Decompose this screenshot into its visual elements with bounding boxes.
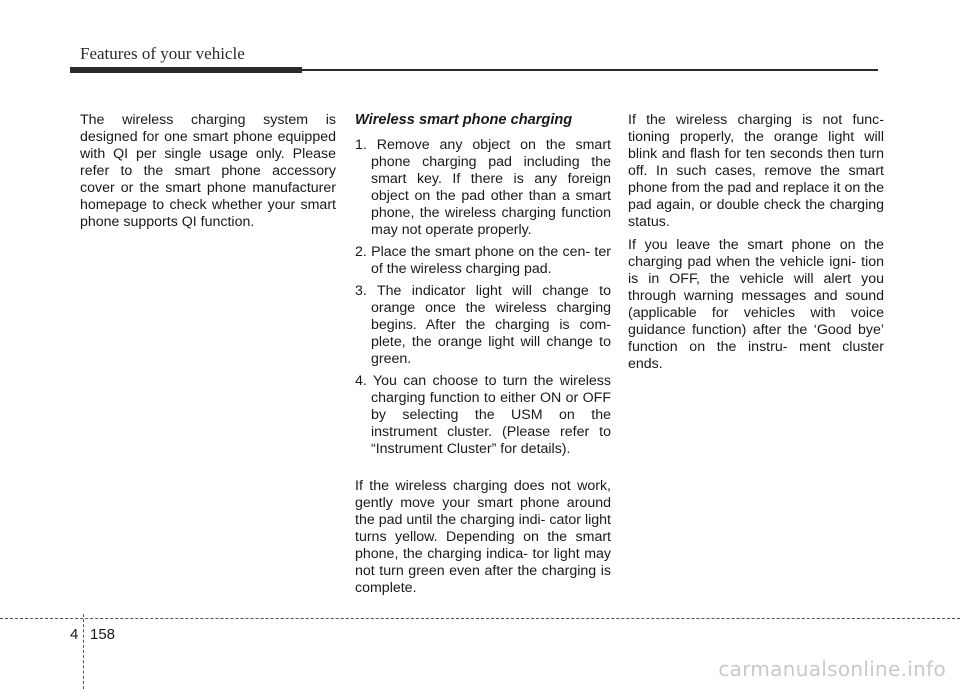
intro-paragraph: The wireless charging system is designed for one smart phone equipped with QI per single usage only. Please refer to the smart phone accessory cover or the smart phone manufacturer homepage to check whether your smart phone supports QI function. <box>80 112 336 230</box>
column-2 <box>355 112 611 603</box>
header-rule-thick <box>70 67 302 73</box>
alert-paragraph: If you leave the smart phone on the charging pad when the vehicle igni- tion is in OFF, the vehicle will alert you through warning messages and sound (applicable for vehicles with voice guidance function) after the ‘Good bye’ function on the instru- ment cluster ends. <box>628 237 884 372</box>
footer-rule <box>0 618 960 619</box>
column-1 <box>80 112 336 237</box>
header-rule-thin <box>302 69 878 71</box>
page-number: 158 <box>90 626 116 643</box>
watermark: carmanualsonline.info <box>718 657 946 681</box>
footer-divider <box>83 614 84 689</box>
section-subheading: Wireless smart phone charging <box>355 112 573 128</box>
list-item: 3. The indicator light will change to orange once the wireless charging begins. After the charging is com- plete, the orange light will change to green. <box>355 283 611 367</box>
malfunction-paragraph: If the wireless charging is not func- tioning properly, the orange light will blink and flash for ten seconds then turn off. In such cases, remove the smart phone from the pad and replace it on the pad again, or double check the charging status. <box>628 112 884 230</box>
charging-steps-list <box>355 137 611 458</box>
column-3 <box>628 112 884 379</box>
chapter-number: 4 <box>70 626 79 643</box>
page-header-title: Features of your vehicle <box>80 44 245 63</box>
list-item: 1. Remove any object on the smart phone charging pad including the smart key. If there is any foreign object on the pad other than a smart phone, the wireless charging function may not operate properly. <box>355 137 611 238</box>
list-item: 4. You can choose to turn the wireless charging function to either ON or OFF by selecting the USM on the instrument cluster. (Please refer to “Instrument Cluster” for details). <box>355 373 611 457</box>
troubleshoot-paragraph: If the wireless charging does not work, gently move your smart phone around the pad until the charging indi- cator light turns yellow. Depending on the smart phone, the charging indica- tor light may not turn green even after the charging is complete. <box>355 478 611 596</box>
list-item: 2. Place the smart phone on the cen- ter of the wireless charging pad. <box>355 244 611 277</box>
